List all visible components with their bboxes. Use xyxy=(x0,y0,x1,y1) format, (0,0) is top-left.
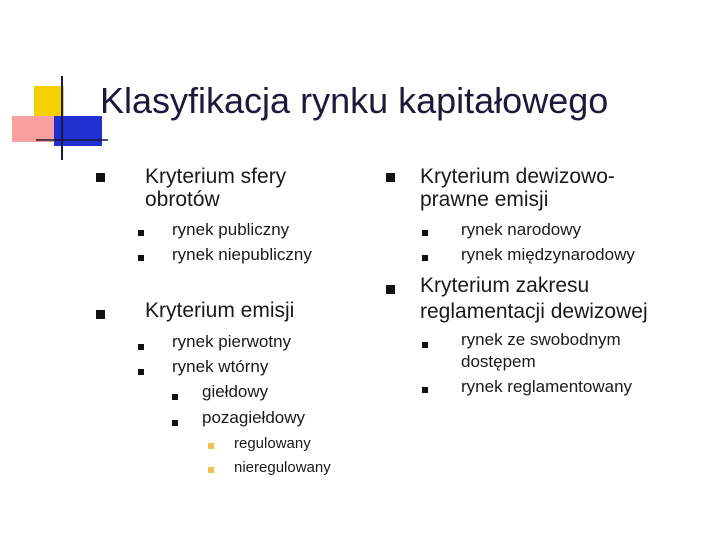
section-heading-zakres-cont: reglamentacji dewizowej xyxy=(420,300,648,323)
bullet-marker xyxy=(138,344,144,350)
bullet-marker xyxy=(172,420,178,426)
bullet-marker xyxy=(96,310,105,319)
list-subsubitem: nieregulowany xyxy=(234,459,331,476)
list-subitem: giełdowy xyxy=(202,382,269,401)
bullet-marker xyxy=(386,173,395,182)
bullet-marker xyxy=(208,443,214,449)
bullet-marker xyxy=(422,255,428,261)
bullet-marker xyxy=(138,230,144,236)
bullet-marker xyxy=(138,369,144,375)
list-item-cont: dostępem xyxy=(461,352,536,371)
list-item: rynek pierwotny xyxy=(172,332,292,351)
list-subsubitem: regulowany xyxy=(234,435,311,452)
list-item: rynek reglamentowany xyxy=(461,377,633,396)
bullet-marker xyxy=(208,467,214,473)
page-title: Klasyfikacja rynku kapitałowego xyxy=(100,80,609,121)
bullet-marker xyxy=(422,230,428,236)
bullet-marker xyxy=(138,255,144,261)
section-heading-dewizowo-cont: prawne emisji xyxy=(420,188,549,211)
list-item: rynek międzynarodowy xyxy=(461,245,635,264)
list-item: rynek publiczny xyxy=(172,220,290,239)
list-item: rynek ze swobodnym xyxy=(461,330,621,349)
list-item: rynek wtórny xyxy=(172,357,269,376)
section-heading-sfera: Kryterium sfery xyxy=(145,165,287,188)
section-heading-emisja: Kryterium emisji xyxy=(145,299,295,322)
bullet-marker xyxy=(172,394,178,400)
list-subitem: pozagiełdowy xyxy=(202,408,306,427)
bullet-marker xyxy=(422,387,428,393)
section-heading-dewizowo: Kryterium dewizowo- xyxy=(420,165,615,188)
section-heading-sfera-cont: obrotów xyxy=(145,188,220,211)
bullet-marker xyxy=(96,173,105,182)
bullet-marker xyxy=(386,285,395,294)
section-heading-zakres: Kryterium zakresu xyxy=(420,274,590,297)
list-item: rynek niepubliczny xyxy=(172,245,312,264)
list-item: rynek narodowy xyxy=(461,220,582,239)
bullet-marker xyxy=(422,342,428,348)
